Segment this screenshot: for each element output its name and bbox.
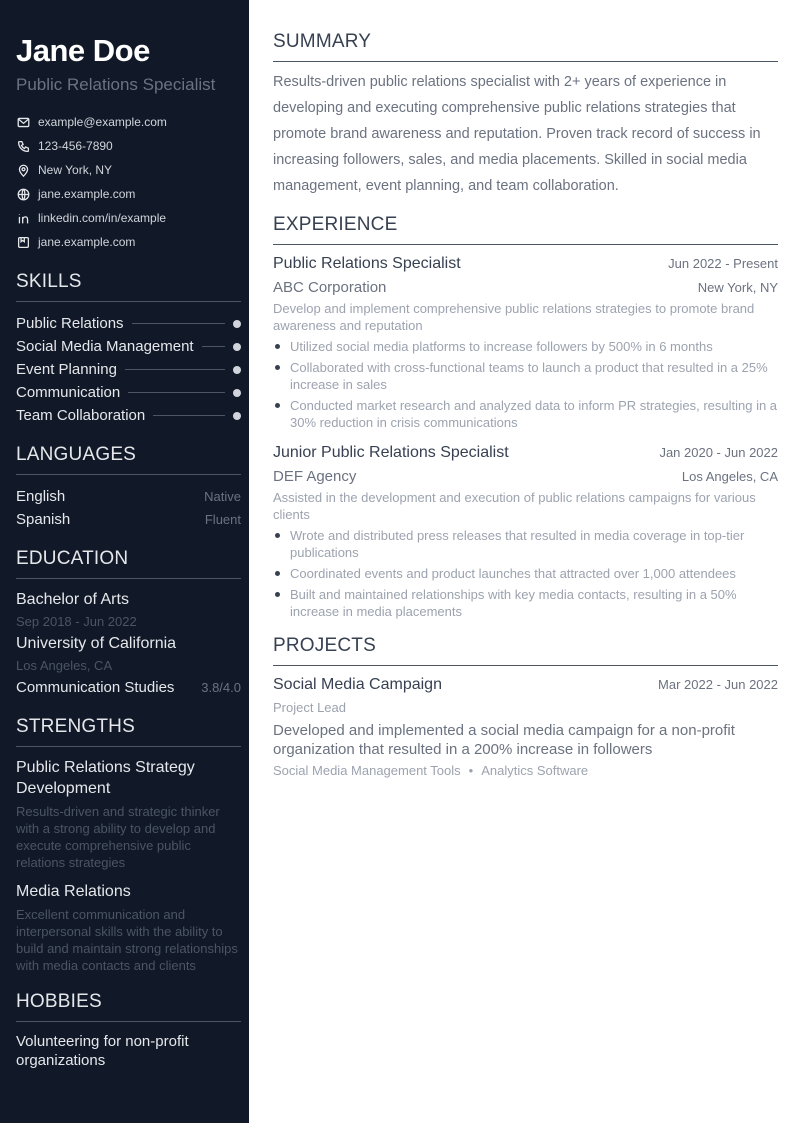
education-heading: EDUCATION bbox=[16, 547, 241, 579]
strength-title: Public Relations Strategy Development bbox=[16, 759, 195, 797]
education-gpa: 3.8/4.0 bbox=[201, 680, 241, 695]
contact-location-text: New York, NY bbox=[38, 163, 113, 177]
job-title-row bbox=[273, 252, 778, 276]
language-item bbox=[16, 508, 241, 531]
job-company: DEF Agency bbox=[273, 468, 357, 485]
job-dates: Jun 2022 - Present bbox=[668, 256, 778, 271]
contact-linkedin-text: linkedin.com/in/example bbox=[38, 211, 167, 225]
job-company-row bbox=[273, 465, 778, 489]
language-level: Fluent bbox=[204, 512, 241, 527]
skill-label: Event Planning bbox=[16, 361, 117, 378]
job-company: ABC Corporation bbox=[273, 279, 387, 296]
job-bullet: Wrote and distributed press releases that resulted in media coverage in top-tier publications bbox=[273, 527, 778, 561]
job-title: Junior Public Relations Specialist bbox=[273, 444, 509, 461]
skills-heading: SKILLS bbox=[16, 270, 241, 302]
education-field: Communication Studies bbox=[16, 679, 175, 696]
skill-item bbox=[16, 312, 241, 335]
languages-heading: LANGUAGES bbox=[16, 443, 241, 475]
tool-separator: • bbox=[468, 763, 474, 778]
skill-dot bbox=[233, 412, 241, 420]
strength-item bbox=[16, 881, 241, 974]
globe-icon bbox=[16, 187, 30, 201]
contact-portfolio[interactable] bbox=[16, 230, 241, 254]
job-title-row bbox=[273, 441, 778, 465]
contact-email-text: example@example.com bbox=[38, 115, 167, 129]
skill-item bbox=[16, 358, 241, 381]
sidebar bbox=[0, 0, 249, 1123]
language-item bbox=[16, 485, 241, 508]
skill-dot bbox=[233, 320, 241, 328]
languages-list bbox=[16, 485, 241, 531]
skill-label: Team Collaboration bbox=[16, 407, 146, 424]
skill-divider bbox=[128, 392, 225, 393]
hobbies-heading: HOBBIES bbox=[16, 990, 241, 1022]
hobby-item: Volunteering for non-profit organizations bbox=[16, 1033, 189, 1069]
education-entry bbox=[16, 589, 241, 699]
strengths-heading: STRENGTHS bbox=[16, 715, 241, 747]
project-description: Developed and implemented a social media campaign for a non-profit organization that resulted in a 200% increase in followers bbox=[273, 722, 735, 758]
contact-email[interactable] bbox=[16, 110, 241, 134]
skill-divider bbox=[202, 346, 225, 347]
skill-dot bbox=[233, 389, 241, 397]
main-content bbox=[273, 30, 778, 780]
job-location: Los Angeles, CA bbox=[681, 469, 778, 484]
job-bullet: Collaborated with cross-functional teams to launch a product that resulted in a 25% increase in sales bbox=[273, 359, 778, 393]
strength-desc: Results-driven and strategic thinker with a strong ability to develop and execute comprehensive public relations strategies bbox=[16, 804, 220, 870]
job-bullets bbox=[273, 338, 778, 431]
strength-title: Media Relations bbox=[16, 883, 131, 900]
skills-list bbox=[16, 312, 241, 427]
education-dates: Sep 2018 - Jun 2022 bbox=[16, 614, 137, 629]
project-dates: Mar 2022 - Jun 2022 bbox=[658, 677, 778, 692]
summary-heading: SUMMARY bbox=[273, 30, 778, 62]
job-location: New York, NY bbox=[697, 280, 778, 295]
candidate-title: Public Relations Specialist bbox=[16, 75, 216, 94]
education-school: University of California bbox=[16, 635, 177, 652]
project-tool: Social Media Management Tools bbox=[273, 763, 461, 778]
contact-list bbox=[16, 110, 241, 254]
job-description: Develop and implement comprehensive public relations strategies to promote brand awareness and reputation bbox=[273, 301, 755, 333]
strength-item bbox=[16, 757, 241, 871]
education-degree: Bachelor of Arts bbox=[16, 591, 129, 608]
job-dates: Jan 2020 - Jun 2022 bbox=[659, 445, 778, 460]
skill-item bbox=[16, 335, 241, 358]
project-title-row bbox=[273, 673, 778, 697]
contact-website[interactable] bbox=[16, 182, 241, 206]
contact-phone-text: 123-456-7890 bbox=[38, 139, 113, 153]
education-field-row bbox=[16, 677, 241, 699]
language-level: Native bbox=[204, 489, 241, 504]
language-name: Spanish bbox=[16, 511, 71, 528]
job-entry bbox=[273, 252, 778, 431]
project-tools bbox=[273, 762, 778, 780]
candidate-name: Jane Doe bbox=[16, 33, 150, 68]
skill-divider bbox=[132, 323, 225, 324]
job-bullet: Conducted market research and analyzed data to inform PR strategies, resulting in a 30% reduction in crisis communications bbox=[273, 397, 778, 431]
skill-dot bbox=[233, 343, 241, 351]
job-description: Assisted in the development and execution of public relations campaigns for various clients bbox=[273, 490, 756, 522]
job-bullet: Built and maintained relationships with key media contacts, resulting in a 50% increase in media placements bbox=[273, 586, 778, 620]
skill-dot bbox=[233, 366, 241, 374]
skill-item bbox=[16, 404, 241, 427]
skill-divider bbox=[153, 415, 225, 416]
portfolio-icon bbox=[16, 235, 30, 249]
experience-heading: EXPERIENCE bbox=[273, 213, 778, 245]
summary-text: Results-driven public relations specialist with 2+ years of experience in developing and executing comprehensive public relations strategies that promote brand awareness and reputation. Proven track record of success in increasing followers, sales, and media placements. Skilled in social media management, event planning, and team collaboration. bbox=[273, 74, 761, 194]
project-role: Project Lead bbox=[273, 700, 346, 715]
contact-phone[interactable] bbox=[16, 134, 241, 158]
phone-icon bbox=[16, 139, 30, 153]
linkedin-icon bbox=[16, 211, 30, 225]
job-bullet: Utilized social media platforms to increase followers by 500% in 6 months bbox=[273, 338, 778, 355]
job-title: Public Relations Specialist bbox=[273, 255, 461, 272]
projects-heading: PROJECTS bbox=[273, 634, 778, 666]
strength-desc: Excellent communication and interpersonal skills with the ability to build and maintain strong relationships with media contacts and clients bbox=[16, 907, 238, 973]
skill-label: Public Relations bbox=[16, 315, 124, 332]
skill-label: Social Media Management bbox=[16, 338, 194, 355]
job-company-row bbox=[273, 276, 778, 300]
location-pin-icon bbox=[16, 163, 30, 177]
job-bullets bbox=[273, 527, 778, 620]
mail-icon bbox=[16, 115, 30, 129]
skill-item bbox=[16, 381, 241, 404]
education-location: Los Angeles, CA bbox=[16, 658, 113, 673]
contact-linkedin[interactable] bbox=[16, 206, 241, 230]
project-title: Social Media Campaign bbox=[273, 676, 442, 693]
project-entry bbox=[273, 673, 778, 780]
skill-label: Communication bbox=[16, 384, 121, 401]
contact-location bbox=[16, 158, 241, 182]
job-bullet: Coordinated events and product launches that attracted over 1,000 attendees bbox=[273, 565, 778, 582]
contact-website-text: jane.example.com bbox=[38, 187, 136, 201]
language-name: English bbox=[16, 488, 66, 505]
contact-portfolio-text: jane.example.com bbox=[38, 235, 136, 249]
job-entry bbox=[273, 441, 778, 620]
skill-divider bbox=[125, 369, 225, 370]
project-tool: Analytics Software bbox=[481, 763, 589, 778]
